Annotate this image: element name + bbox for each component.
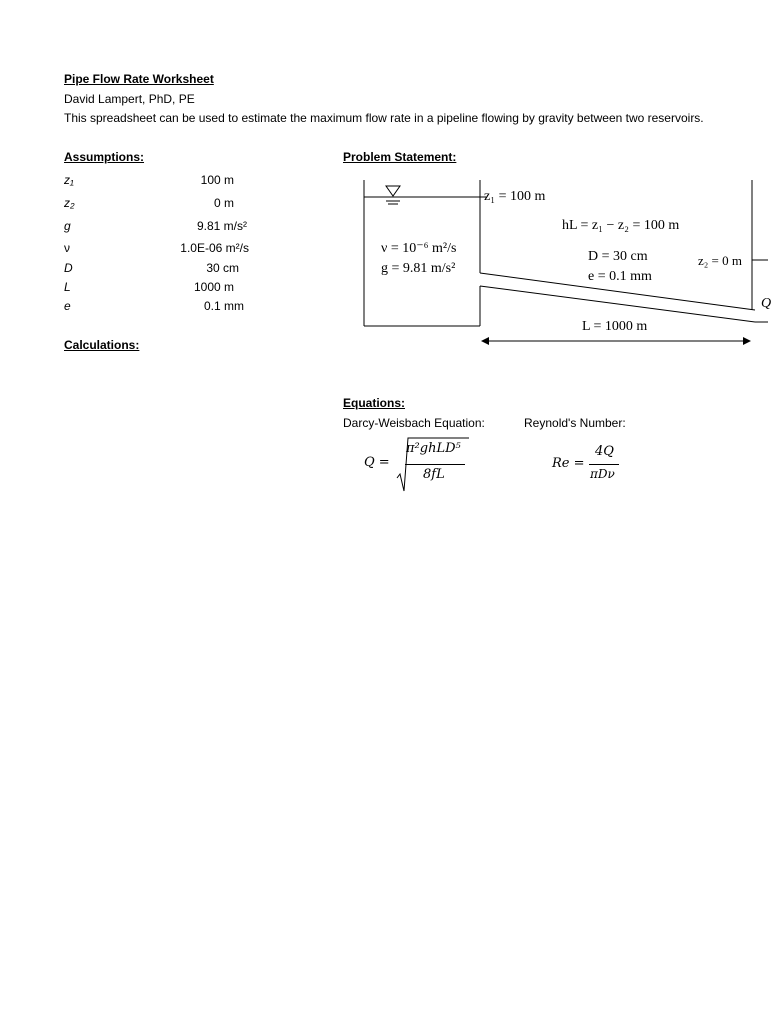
flow-equation-lhs: Q = (364, 455, 390, 470)
problem-heading: Problem Statement: (343, 150, 457, 164)
assumption-symbol: z₂ (64, 196, 75, 210)
head-loss-label: hL = z₁ − z₂ = 100 m (562, 218, 680, 233)
reynolds-label: Reynold's Number: (524, 416, 626, 430)
water-surface-icon (386, 186, 400, 204)
assumptions-heading: Assumptions: (64, 150, 145, 164)
flow-equation-numerator: π²ghLD⁵ (406, 441, 461, 456)
assumption-value: 0.1 mm (203, 299, 244, 313)
flow-equation-denominator: 8fL (423, 467, 445, 482)
assumption-value: 9.81 m/s² (196, 219, 247, 233)
darcy-weisbach-label: Darcy-Weisbach Equation: (343, 416, 485, 430)
reynolds-equation-fraction-bar (589, 464, 619, 465)
assumption-value: 100 m (200, 173, 234, 187)
viscosity-label: ν = 10⁻⁶ m²/s (381, 241, 457, 256)
assumption-symbol: e (64, 299, 71, 313)
assumption-symbol: z₁ (64, 173, 74, 187)
reynolds-equation-denominator: πDν (590, 467, 615, 481)
roughness-label: e = 0.1 mm (588, 269, 652, 284)
diameter-label: D = 30 cm (588, 249, 648, 264)
flow-label: Q (761, 296, 771, 311)
assumption-symbol: ν (64, 241, 70, 255)
assumption-value: 1.0E-06 m²/s (180, 241, 249, 255)
reynolds-equation-numerator: 4Q (595, 444, 614, 459)
z1-label: z₁ = 100 m (484, 189, 546, 204)
length-label: L = 1000 m (582, 319, 648, 334)
assumption-value: 30 cm (206, 261, 239, 275)
gravity-label: g = 9.81 m/s² (381, 261, 456, 276)
z2-label: z₂ = 0 m (698, 253, 742, 268)
flow-equation-fraction-bar (405, 464, 465, 465)
page-title: Pipe Flow Rate Worksheet (64, 72, 214, 86)
description: This spreadsheet can be used to estimate the maximum flow rate in a pipeline flowing by gravity between two reservoirs. (64, 111, 704, 125)
calculations-heading: Calculations: (64, 338, 140, 352)
assumption-symbol: L (64, 280, 71, 294)
assumption-symbol: g (64, 219, 71, 233)
assumption-value: 0 m (213, 196, 234, 210)
author: David Lampert, PhD, PE (64, 92, 195, 106)
reynolds-equation-lhs: Re = (552, 456, 585, 471)
equations-heading: Equations: (343, 396, 405, 410)
assumption-value: 1000 m (193, 280, 234, 294)
assumption-symbol: D (64, 261, 73, 275)
